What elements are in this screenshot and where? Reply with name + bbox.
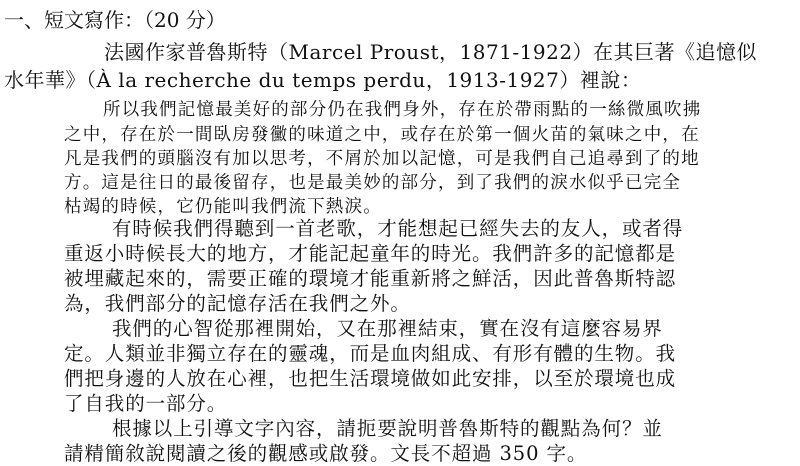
paragraph2-line-3: 們把身邊的人放在心裡，也把生活環境做如此安排，以至於環境也成 [64,367,677,390]
section-heading: 一、短文寫作：（20 分） [4,8,226,32]
quote-line-1: 所以我們記憶最美好的部分仍在我們身外，存在於帶雨點的一絲微風吹拂 [103,100,702,120]
paragraph2-line-4: 了自我的一部分。 [64,392,228,415]
paragraph1-line-3: 被埋藏起來的，需要正確的環境才能重新將之鮮活，因此普魯斯特認 [64,267,677,290]
paragraph2-line-1: 我們的心智從那裡開始，又在那裡結束，實在沒有這麼容易界 [112,317,663,340]
paragraph1-line-1: 有時候我們得聽到一首老歌，才能想起已經失去的友人，或者得 [112,217,684,240]
paragraph2-line-2: 定。人類並非獨立存在的靈魂，而是血肉組成、有形有體的生物。我 [64,342,677,365]
paragraph1-line-2: 重返小時候長大的地方，才能記起童年的時光。我們許多的記憶都是 [64,242,677,265]
quote-line-5: 枯竭的時候，它仍能叫我們流下熱淚。 [64,197,382,217]
paragraph1-line-4: 為，我們部分的記憶存活在我們之外。 [64,292,411,315]
quote-line-3: 凡是我們的頭腦沒有加以思考，不屑於加以記憶，可是我們自己追尋到了的地 [64,149,700,169]
paragraph3-line-1: 根據以上引導文字內容，請扼要說明普魯斯特的觀點為何？並 [112,417,663,440]
intro-line-1: 法國作家普魯斯特（Marcel Proust，1871-1922）在其巨著《追憶似 [104,40,758,64]
quote-line-2: 之中，存在於一間臥房發黴的味道之中，或存在於第一個火苗的氣味之中，在 [64,125,700,145]
quote-line-4: 方。這是往日的最後留存，也是最美妙的部分，到了我們的淚水似乎已完全 [64,173,682,193]
intro-line-2: 水年華》（À la recherche du temps perdu，1913-1927）裡說： [4,68,642,92]
paragraph3-line-2: 請精簡敘說閱讀之後的觀感或啟發。文長不超過 350 字。 [64,442,588,465]
